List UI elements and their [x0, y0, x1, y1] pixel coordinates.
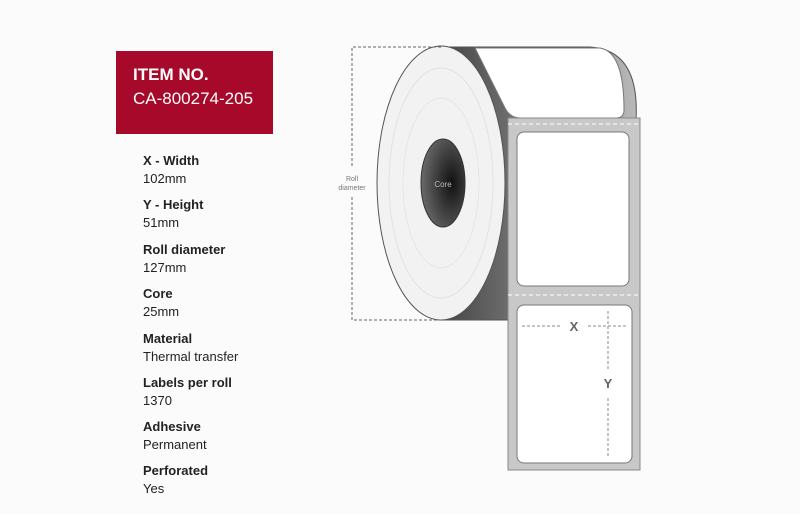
spec-core: Core 25mm	[143, 286, 180, 319]
spec-adhesive: Adhesive Permanent	[143, 419, 207, 452]
y-label: Y	[603, 376, 613, 391]
spec-roll-diameter: Roll diameter 127mm	[143, 242, 226, 275]
roll-diameter-label: diameter	[338, 185, 366, 192]
spec-labels-per-roll: Labels per roll 1370	[143, 375, 232, 408]
spec-y-height: Y - Height 51mm	[143, 197, 204, 230]
core-label: Core	[434, 180, 452, 189]
x-label: X	[569, 319, 579, 334]
spec-x-width: X - Width 102mm	[143, 153, 200, 186]
item-heading: ITEM NO.	[133, 65, 209, 84]
label	[517, 132, 629, 286]
spec-material: Material Thermal transfer	[143, 331, 239, 364]
roll-diameter-label: Roll	[345, 176, 359, 183]
spec-perforated: Perforated Yes	[143, 463, 209, 496]
item-number: CA-800274-205	[133, 89, 254, 108]
